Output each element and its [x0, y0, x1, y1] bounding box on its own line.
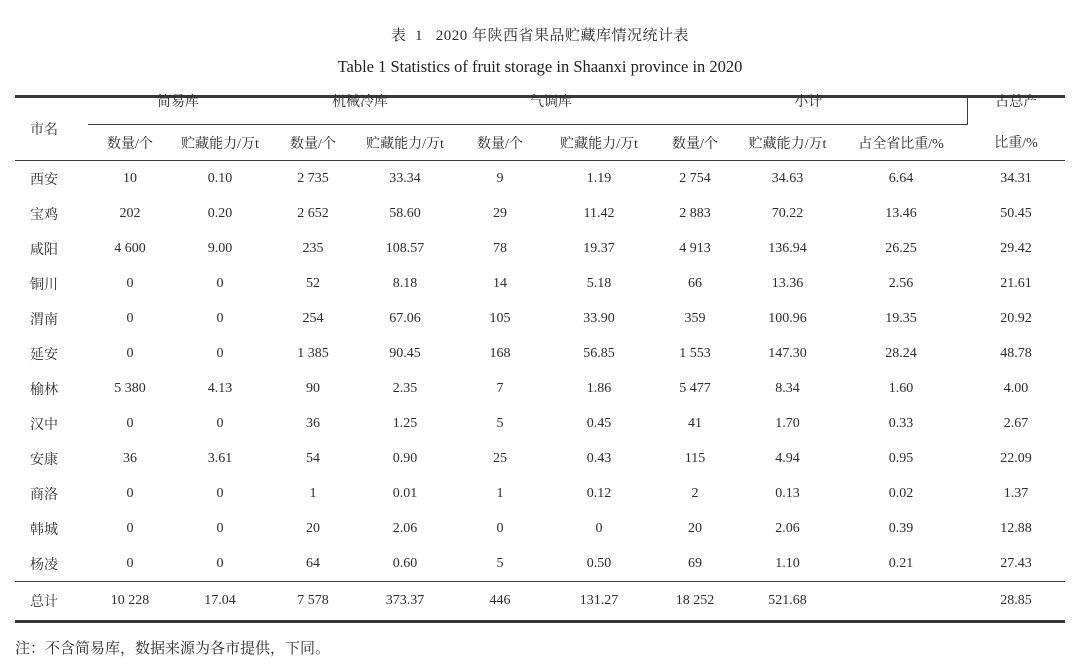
table-row — [15, 161, 1065, 197]
value-cell: 8.34 — [775, 380, 800, 396]
value-cell: 2.06 — [775, 520, 800, 536]
value-cell: 0.10 — [207, 170, 233, 186]
value-cell: 7 578 — [268, 582, 358, 622]
value-cell: 18 252 — [650, 582, 740, 622]
group-header-subtotal — [650, 97, 967, 125]
value-cell: 2 883 — [679, 205, 711, 221]
value-cell: 20.92 — [1000, 310, 1032, 326]
sub-header-capacity: 贮藏能力/万t — [740, 125, 835, 161]
value-cell: 56.85 — [583, 345, 615, 361]
value-cell: 0 — [126, 485, 134, 501]
fruit-storage-table — [15, 95, 1065, 623]
value-cell: 90.45 — [389, 345, 421, 361]
city-cell: 咸阳 — [30, 242, 58, 258]
value-cell: 235 — [302, 240, 324, 256]
value-cell: 1 385 — [297, 345, 329, 361]
value-cell: 33.90 — [583, 310, 615, 326]
value-cell: 48.78 — [1000, 345, 1032, 361]
value-cell: 12.88 — [1000, 520, 1032, 536]
value-cell: 0.12 — [586, 485, 612, 501]
value-cell: 359 — [684, 310, 706, 326]
value-cell: 0 — [216, 555, 224, 571]
value-cell: 50.45 — [1000, 205, 1032, 221]
value-cell: 105 — [489, 310, 511, 326]
table-row — [15, 511, 1065, 546]
value-cell: 0.39 — [888, 520, 914, 536]
header-group-row — [15, 97, 1065, 125]
value-cell: 168 — [489, 345, 511, 361]
table-row — [15, 546, 1065, 582]
group-header-label: 简易库 — [157, 95, 199, 110]
value-cell: 27.43 — [1000, 555, 1032, 571]
col-header-share-of-production-line2: 比重/% — [967, 125, 1065, 161]
value-cell: 2 — [691, 485, 699, 501]
value-cell: 3.61 — [207, 450, 233, 466]
value-cell: 521.68 — [740, 582, 835, 622]
value-cell: 17.04 — [172, 582, 268, 622]
value-cell: 108.57 — [385, 240, 425, 256]
value-cell: 2.06 — [392, 520, 418, 536]
value-cell: 34.31 — [1000, 170, 1032, 186]
city-cell: 总计 — [15, 582, 88, 622]
value-cell: 9 — [496, 170, 504, 186]
group-header-simple-storage — [88, 97, 268, 125]
sub-header-capacity: 贮藏能力/万t — [548, 125, 650, 161]
sub-header-quantity: 数量/个 — [452, 125, 548, 161]
city-cell: 宝鸡 — [30, 207, 58, 223]
value-cell: 131.27 — [548, 582, 650, 622]
value-cell: 13.46 — [885, 205, 917, 221]
city-cell: 安康 — [30, 452, 58, 468]
value-cell: 0 — [216, 415, 224, 431]
sub-header-capacity: 贮藏能力/万t — [172, 125, 268, 161]
value-cell: 147.30 — [768, 345, 807, 361]
value-cell: 70.22 — [771, 205, 804, 221]
value-cell: 0 — [216, 275, 224, 291]
value-cell: 9.00 — [207, 240, 233, 256]
value-cell: 29.42 — [1000, 240, 1032, 256]
value-cell: 0.21 — [888, 555, 914, 571]
value-cell: 90 — [306, 380, 320, 396]
value-cell: 36 — [306, 415, 320, 431]
value-cell: 0.33 — [888, 415, 914, 431]
value-cell: 0.60 — [392, 555, 418, 571]
value-cell: 2 735 — [297, 170, 329, 186]
table-row — [15, 406, 1065, 441]
value-cell: 373.37 — [358, 582, 452, 622]
value-cell: 1.25 — [392, 415, 418, 431]
city-cell: 西安 — [30, 172, 58, 188]
value-cell: 1 — [309, 485, 317, 501]
sub-header-capacity: 贮藏能力/万t — [358, 125, 452, 161]
value-cell: 1 — [496, 485, 504, 501]
value-cell: 0 — [595, 520, 603, 536]
col-header-share-of-production-line1 — [967, 97, 1065, 125]
col-header-city: 市名 — [15, 97, 88, 161]
city-cell: 商洛 — [30, 487, 58, 503]
value-cell: 115 — [684, 450, 706, 466]
value-cell: 1.10 — [775, 555, 800, 571]
value-cell: 4 913 — [679, 240, 711, 256]
table-row — [15, 231, 1065, 266]
value-cell: 54 — [306, 450, 320, 466]
value-cell: 7 — [496, 380, 504, 396]
value-cell: 5 — [496, 555, 504, 571]
value-cell: 0.20 — [207, 205, 233, 221]
value-cell: 1.60 — [888, 380, 914, 396]
group-header-label: 小计 — [794, 95, 823, 110]
city-cell: 渭南 — [30, 312, 58, 328]
table-row — [15, 371, 1065, 406]
city-cell: 铜川 — [30, 277, 58, 293]
table-row — [15, 266, 1065, 301]
group-header-mechanical-cold-storage — [268, 97, 452, 125]
value-cell: 4 600 — [114, 240, 146, 256]
group-header-label: 气调库 — [530, 95, 572, 110]
value-cell: 136.94 — [768, 240, 807, 256]
group-header-label: 机械冷库 — [332, 95, 388, 110]
value-cell: 5 380 — [114, 380, 146, 396]
value-cell: 25 — [493, 450, 507, 466]
sub-header-quantity: 数量/个 — [268, 125, 358, 161]
value-cell: 0.50 — [586, 555, 612, 571]
value-cell: 2.56 — [888, 275, 914, 291]
value-cell: 20 — [306, 520, 320, 536]
value-cell: 2 652 — [297, 205, 329, 221]
value-cell: 0 — [216, 485, 224, 501]
value-cell: 19.35 — [885, 310, 917, 326]
value-cell: 0 — [126, 555, 134, 571]
value-cell: 4.00 — [1003, 380, 1029, 396]
value-cell: 0.90 — [392, 450, 418, 466]
value-cell: 13.36 — [771, 275, 804, 291]
value-cell: 22.09 — [1000, 450, 1032, 466]
footnote: 注：不含简易库，数据来源为各市提供，下同。 — [15, 641, 331, 657]
value-cell: 28.85 — [967, 582, 1065, 622]
value-cell: 1.70 — [775, 415, 800, 431]
value-cell: 100.96 — [768, 310, 807, 326]
value-cell: 66 — [688, 275, 702, 291]
value-cell: 29 — [493, 205, 507, 221]
value-cell: 5 477 — [679, 380, 711, 396]
value-cell: 2.67 — [1003, 415, 1029, 431]
value-cell: 0 — [126, 345, 134, 361]
value-cell: 10 228 — [88, 582, 172, 622]
value-cell: 11.42 — [583, 205, 615, 221]
table-row — [15, 301, 1065, 336]
value-cell: 1.19 — [586, 170, 612, 186]
group-header-controlled-atmosphere-storage — [452, 97, 650, 125]
value-cell: 0.01 — [392, 485, 418, 501]
table-header — [15, 97, 1065, 161]
value-cell: 1 553 — [679, 345, 711, 361]
value-cell: 0 — [126, 310, 134, 326]
value-cell: 67.06 — [389, 310, 421, 326]
value-cell: 5.18 — [586, 275, 612, 291]
value-cell: 446 — [452, 582, 548, 622]
value-cell: 21.61 — [1000, 275, 1032, 291]
col-header-label: 占总产 — [995, 95, 1038, 110]
value-cell: 0 — [126, 520, 134, 536]
table-row — [15, 336, 1065, 371]
value-cell: 34.63 — [771, 170, 804, 186]
value-cell: 36 — [123, 450, 137, 466]
value-cell: 19.37 — [583, 240, 615, 256]
city-cell: 榆林 — [30, 382, 58, 398]
sub-header-province-share: 占全省比重/% — [835, 125, 967, 161]
value-cell: 0 — [216, 310, 224, 326]
sub-header-quantity: 数量/个 — [650, 125, 740, 161]
city-cell: 韩城 — [30, 522, 58, 538]
value-cell: 0 — [216, 520, 224, 536]
value-cell: 0.45 — [586, 415, 612, 431]
value-cell: 8.18 — [392, 275, 418, 291]
value-cell: 2 754 — [679, 170, 711, 186]
value-cell: 4.94 — [775, 450, 800, 466]
value-cell: 0 — [496, 520, 504, 536]
value-cell: 26.25 — [885, 240, 917, 256]
value-cell: 1.37 — [1003, 485, 1029, 501]
value-cell: 41 — [688, 415, 702, 431]
value-cell: 2.35 — [392, 380, 418, 396]
value-cell: 78 — [493, 240, 507, 256]
table-row — [15, 476, 1065, 511]
value-cell: 6.64 — [888, 170, 914, 186]
header-sub-row — [15, 125, 1065, 161]
value-cell: 10 — [123, 170, 137, 186]
sub-header-quantity: 数量/个 — [88, 125, 172, 161]
total-row — [15, 582, 1065, 622]
value-cell: 28.24 — [885, 345, 917, 361]
table-title-en: Table 1 Statistics of fruit storage in Shaanxi province in 2020 — [337, 57, 743, 76]
value-cell: 69 — [688, 555, 702, 571]
table-row — [15, 441, 1065, 476]
value-cell: 0.43 — [586, 450, 612, 466]
value-cell: 254 — [302, 310, 324, 326]
value-cell: 0.13 — [775, 485, 800, 501]
value-cell: 4.13 — [207, 380, 233, 396]
city-cell: 杨凌 — [30, 557, 58, 573]
value-cell: 0.95 — [888, 450, 914, 466]
value-cell: 52 — [306, 275, 320, 291]
table-title-zh: 表 1 2020 年陕西省果品贮藏库情况统计表 — [390, 28, 689, 44]
value-cell: 58.60 — [389, 205, 421, 221]
value-cell: 0 — [126, 275, 134, 291]
value-cell — [835, 582, 967, 622]
value-cell: 0.02 — [888, 485, 914, 501]
value-cell: 0 — [216, 345, 224, 361]
value-cell: 20 — [688, 520, 702, 536]
table-body — [15, 161, 1065, 622]
city-cell: 延安 — [30, 347, 58, 363]
value-cell: 202 — [119, 205, 141, 221]
value-cell: 5 — [496, 415, 504, 431]
value-cell: 14 — [493, 275, 507, 291]
value-cell: 33.34 — [389, 170, 421, 186]
value-cell: 1.86 — [586, 380, 612, 396]
value-cell: 0 — [126, 415, 134, 431]
value-cell: 64 — [306, 555, 320, 571]
table-row — [15, 196, 1065, 231]
city-cell: 汉中 — [30, 417, 58, 433]
